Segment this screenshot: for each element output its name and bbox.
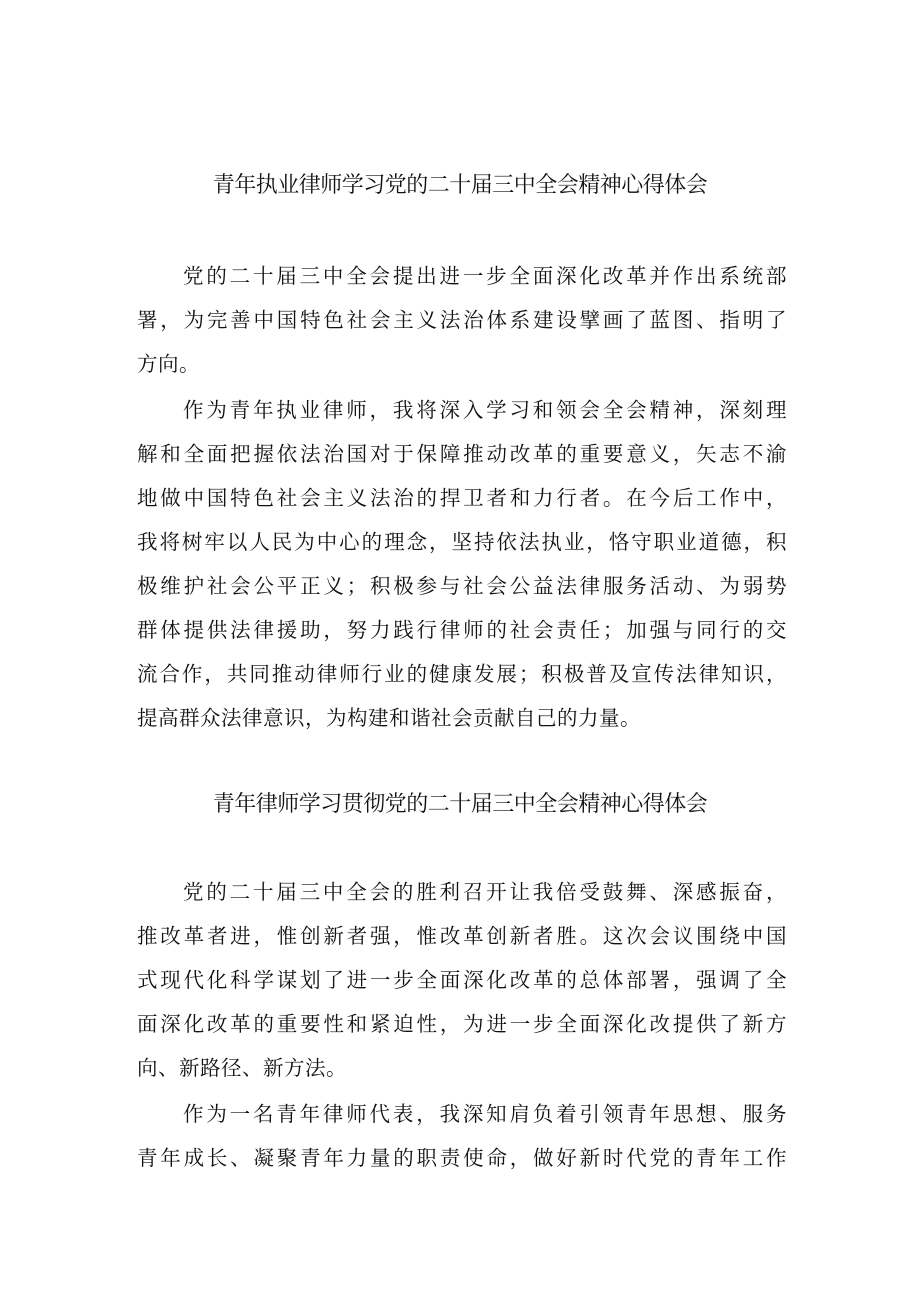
paragraph-line: 党的二十届三中全会提出进一步全面深化改革并作出系统部 <box>183 264 787 288</box>
paragraph-line: 解和全面把握依法治国对于保障推动改革的重要意义，矢志不渝 <box>137 442 787 466</box>
paragraph-line: 方向。 <box>137 352 200 376</box>
section-1-title: 青年执业律师学习党的二十届三中全会精神心得体会 <box>212 173 708 198</box>
paragraph-line: 面深化改革的重要性和紧迫性，为进一步全面深化改提供了新方 <box>137 1012 787 1036</box>
paragraph-line: 流合作，共同推动律师行业的健康发展；积极普及宣传法律知识， <box>137 662 787 686</box>
paragraph-line: 署，为完善中国特色社会主义法治体系建设擘画了蓝图、指明了 <box>137 308 787 332</box>
paragraph-line: 推改革者进，惟创新者强，惟改革创新者胜。这次会议围绕中国 <box>137 924 787 948</box>
paragraph-line: 提高群众法律意识，为构建和谐社会贡献自己的力量。 <box>137 706 641 730</box>
paragraph-line: 作为青年执业律师，我将深入学习和领会全会精神，深刻理 <box>183 398 787 422</box>
paragraph-line: 我将树牢以人民为中心的理念，坚持依法执业，恪守职业道德，积 <box>137 530 787 554</box>
paragraph-line: 极维护社会公平正义；积极参与社会公益法律服务活动、为弱势 <box>137 574 787 598</box>
paragraph-line: 作为一名青年律师代表，我深知肩负着引领青年思想、服务 <box>183 1102 787 1126</box>
section-2-title: 青年律师学习贯彻党的二十届三中全会精神心得体会 <box>212 792 708 817</box>
paragraph-line: 式现代化科学谋划了进一步全面深化改革的总体部署，强调了全 <box>137 968 787 992</box>
paragraph-line: 向、新路径、新方法。 <box>137 1056 347 1080</box>
paragraph-line: 群体提供法律援助，努力践行律师的社会责任；加强与同行的交 <box>137 618 787 642</box>
paragraph-line: 青年成长、凝聚青年力量的职责使命，做好新时代党的青年工作 <box>137 1146 787 1170</box>
paragraph-line: 党的二十届三中全会的胜利召开让我倍受鼓舞、深感振奋， <box>183 880 787 904</box>
paragraph-line: 地做中国特色社会主义法治的捍卫者和力行者。在今后工作中， <box>137 486 787 510</box>
